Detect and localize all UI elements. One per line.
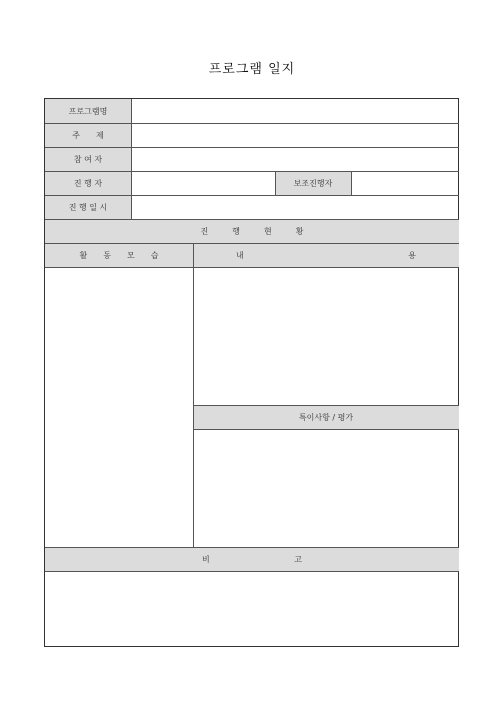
- input-participants[interactable]: [131, 147, 459, 171]
- grid-line: [45, 219, 459, 220]
- label-facilitator: 진 행 자: [45, 171, 131, 195]
- label-assistant-facilitator: 보조진행자: [275, 171, 351, 195]
- notes-header: [45, 547, 459, 571]
- grid-line: [45, 123, 459, 124]
- activity-photos-header: 활 동 모 습: [45, 243, 193, 267]
- grid-line: [193, 243, 194, 547]
- grid-line: [45, 571, 459, 572]
- grid-line: [193, 405, 459, 406]
- remarks-evaluation-header: 특이사항 / 평가: [193, 405, 459, 429]
- grid-line: [351, 171, 352, 195]
- remarks-evaluation-area[interactable]: [193, 429, 459, 547]
- input-datetime[interactable]: [131, 195, 459, 219]
- content-area[interactable]: [193, 267, 459, 405]
- activity-photos-area[interactable]: [45, 267, 193, 547]
- grid-line: [193, 429, 459, 430]
- grid-line: [45, 267, 459, 268]
- label-datetime: 진 행 일 시: [45, 195, 131, 219]
- section-progress-header: 진 행 현 황: [45, 219, 459, 243]
- grid-line: [45, 147, 459, 148]
- notes-area[interactable]: [45, 571, 459, 647]
- grid-line: [131, 99, 132, 219]
- label-program-name: 프로그램명: [45, 99, 131, 123]
- notes-header-char-1: 비: [202, 554, 210, 564]
- document-title: 프로그램 일지: [208, 62, 296, 77]
- notes-header-char-2: 고: [294, 554, 302, 564]
- input-facilitator[interactable]: [131, 171, 275, 195]
- content-header: [193, 243, 459, 267]
- program-log-form: [44, 98, 459, 647]
- content-header-char-2: 용: [408, 250, 416, 260]
- grid-line: [275, 171, 276, 195]
- input-assistant-facilitator[interactable]: [351, 171, 459, 195]
- grid-line: [45, 171, 459, 172]
- input-program-name[interactable]: [131, 99, 459, 123]
- label-participants: 참 여 자: [45, 147, 131, 171]
- input-topic[interactable]: [131, 123, 459, 147]
- grid-line: [45, 547, 459, 548]
- grid-line: [45, 195, 459, 196]
- label-topic: 주 제: [45, 123, 131, 147]
- content-header-char-1: 내: [236, 250, 244, 260]
- grid-line: [45, 243, 459, 244]
